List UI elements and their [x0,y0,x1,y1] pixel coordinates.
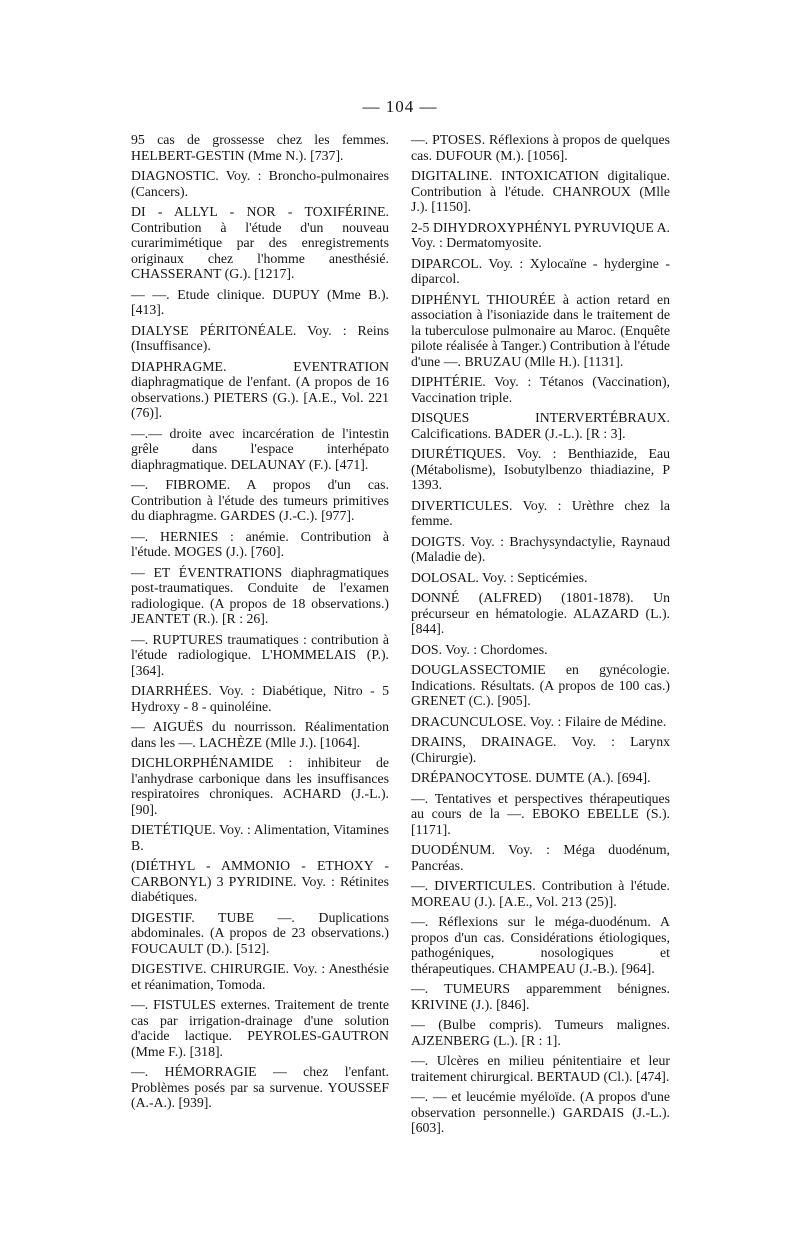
index-entry: —. RUPTURES traumatiques : contribution à l'étude radiologique. L'HOMMELAIS (P.). [364]. [131,631,389,678]
index-entry: —. Tentatives et perspectives thérapeutiques au cours de la —. EBOKO EBELLE (S.). [1171]. [411,790,670,837]
index-entry: —. TUMEURS apparemment bénignes. KRIVINE (J.). [846]. [411,981,670,1012]
index-entry: DIARRHÉES. Voy. : Diabétique, Nitro - 5 Hydroxy - 8 - quinoléine. [131,683,389,714]
left-column [131,132,389,1116]
index-entry: DISQUES INTERVERTÉBRAUX. Calcifications. BADER (J.-L.). [R : 3]. [411,410,670,441]
index-entry: DIPARCOL. Voy. : Xylocaïne - hydergine - diparcol. [411,255,670,286]
index-entry: DIVERTICULES. Voy. : Urèthre chez la femme. [411,497,670,528]
index-entry: DRÉPANOCYTOSE. DUMTE (A.). [694]. [411,770,651,785]
index-entry: —. FIBROME. A propos d'un cas. Contribution à l'étude des tumeurs primitives du diaphragme. GARDES (J.-C.). [977]. [131,477,389,523]
index-entry: — (Bulbe compris). Tumeurs malignes. AJZENBERG (L.). [R : 1]. [411,1017,670,1048]
index-entry: —. — et leucémie myéloïde. (A propos d'une observation personnelle.) GARDAIS (J.-L.). [603]. [411,1089,670,1135]
index-entry: —. Ulcères en milieu pénitentiaire et leur traitement chirurgical. BERTAUD (Cl.). [474]. [411,1053,670,1084]
index-entry: DRAINS, DRAINAGE. Voy. : Larynx (Chirurgie). [411,734,670,765]
index-entry: DICHLORPHÉNAMIDE : inhibiteur de l'anhydrase carbonique dans les insuffisances respiratoires chroniques. ACHARD (J.-L.). [90]. [131,755,389,817]
page-number: — 104 — [362,97,438,116]
index-entry: DRACUNCULOSE. Voy. : Filaire de Médine. [411,713,667,729]
index-entry: —. DIVERTICULES. Contribution à l'étude. MOREAU (J.). [A.E., Vol. 213 (25)]. [411,878,670,909]
index-entry: —. HERNIES : anémie. Contribution à l'étude. MOGES (J.). [760]. [131,528,389,559]
index-entry: DUODÉNUM. Voy. : Méga duodénum, Pancréas. [411,842,670,873]
index-entry: DOIGTS. Voy. : Brachysyndactylie, Raynaud (Maladie de). [411,533,670,564]
index-entry: DIPHÉNYL THIOURÉE à action retard en association à l'isoniazide dans le traitement de la tuberculose pulmonaire au Maroc. (Enquête pilote réalisée à Tanger.) Contribution à l'étude d'une —. BRUZAU (Mlle H.). [1131]. [411,291,670,369]
index-entry: —. FISTULES externes. Traitement de trente cas par irrigation-drainage d'une solution d'acide lactique. PEYROLES-GAUTRON (Mme F.). [318]. [131,997,389,1059]
index-entry: DIETÉTIQUE. Voy. : Alimentation, Vitamines B. [131,822,389,853]
index-entry: DIGESTIF. TUBE —. Duplications abdominales. (A propos de 23 observations.) FOUCAULT (D.). [512]. [131,909,389,956]
index-entry: DOLOSAL. Voy. : Septicémies. [411,569,588,585]
index-entry: 2-5 DIHYDROXYPHÉNYL PYRUVIQUE A. Voy. : Dermatomyosite. [411,219,670,250]
index-entry: DIAPHRAGME. EVENTRATION diaphragmatique de l'enfant. (A propos de 16 observations.) PIETERS (G.). [A.E., Vol. 221 (76)]. [131,358,389,420]
index-entry: —.— droite avec incarcération de l'intestin grêle dans l'espace interhépato diaphragmatique. DELAUNAY (F.). [471]. [131,425,389,472]
right-column [411,132,670,1141]
index-entry: — —. Etude clinique. DUPUY (Mme B.). [413]. [131,286,389,317]
index-entry: DOUGLASSECTOMIE en gynécologie. Indications. Résultats. (A propos de 100 cas.) GRENET (C.). [905]. [411,662,670,708]
index-entry: DIPHTÉRIE. Voy. : Tétanos (Vaccination), Vaccination triple. [411,374,670,405]
index-entry: DIURÉTIQUES. Voy. : Benthiazide, Eau (Métabolisme), Isobutylbenzo thiadiazine, P 1393. [411,446,670,492]
index-entry: DIAGNOSTIC. Voy. : Broncho-pulmonaires (Cancers). [131,168,389,199]
index-entry: — ET ÉVENTRATIONS diaphragmatiques post-traumatiques. Conduite de l'examen radiologique. (A propos de 18 observations.) JEANTET (R.). [R : 26]. [131,564,389,626]
index-entry: — AIGUËS du nourrisson. Réalimentation dans les —. LACHÈZE (Mlle J.). [1064]. [131,719,389,750]
index-entry: —. Réflexions sur le méga-duodénum. A propos d'un cas. Considérations étiologiques, pathogéniques, nosologiques et thérapeutiques. CHAMPEAU (J.-B.). [964]. [411,914,670,976]
index-entry: —. PTOSES. Réflexions à propos de quelques cas. DUFOUR (M.). [1056]. [411,132,670,163]
index-entry: DI - ALLYL - NOR - TOXIFÉRINE. Contribution à l'étude d'un nouveau curarimimétique par des enregistrements originaux chez l'homme anesthésié. CHASSERANT (G.). [1217]. [131,204,389,281]
index-entry: DIGITALINE. INTOXICATION digitalique. Contribution à l'étude. CHANROUX (Mlle J.). [1150]. [411,168,670,214]
index-entry: DONNÉ (ALFRED) (1801-1878). Un précurseur en hématologie. ALAZARD (L.). [844]. [411,590,670,636]
index-entry: (DIÉTHYL - AMMONIO - ETHOXY - CARBONYL) 3 PYRIDINE. Voy. : Rétinites diabétiques. [131,858,389,904]
index-entry: —. HÉMORRAGIE — chez l'enfant. Problèmes posés par sa survenue. YOUSSEF (A.-A.). [939]. [131,1064,389,1110]
index-entry: DIALYSE PÉRITONÉALE. Voy. : Reins (Insuffisance). [131,322,389,353]
index-entry: DIGESTIVE. CHIRURGIE. Voy. : Anesthésie et réanimation, Tomoda. [131,961,389,992]
index-entry: 95 cas de grossesse chez les femmes. HELBERT-GESTIN (Mme N.). [737]. [131,132,389,163]
index-entry: DOS. Voy. : Chordomes. [411,641,548,657]
